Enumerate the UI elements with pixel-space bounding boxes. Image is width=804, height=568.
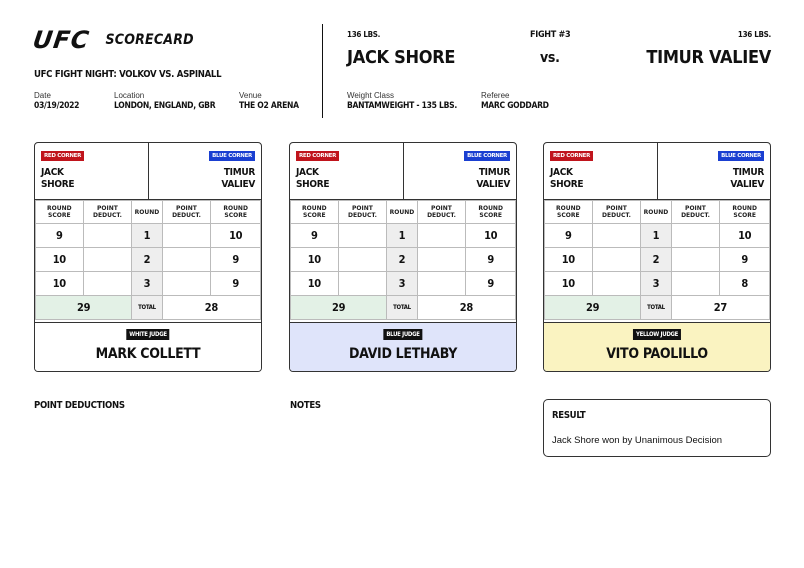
fight-number: FIGHT #3 [530, 30, 571, 40]
ufc-logo-text: UFC [31, 26, 92, 54]
venue-value: THE O2 ARENA [239, 101, 299, 111]
round-row [291, 272, 516, 296]
blue-round-score: 9 [466, 248, 516, 272]
blue-round-score: 9 [466, 272, 516, 296]
red-round-score-header: ROUND SCORE [36, 201, 84, 224]
red-corner-first-name: JACK [550, 167, 573, 178]
blue-point-deduction [671, 272, 720, 296]
score-table [290, 200, 516, 320]
red-point-deduction [83, 224, 132, 248]
red-corner-badge: RED CORNER [296, 151, 339, 161]
blue-round-score-header: ROUND SCORE [211, 201, 261, 224]
red-point-deduction [592, 248, 641, 272]
score-table-header [36, 201, 261, 224]
total-row [291, 296, 516, 320]
red-corner-name [550, 167, 583, 191]
round-number: 3 [641, 272, 671, 296]
blue-round-score-header: ROUND SCORE [466, 201, 516, 224]
judge-footer [290, 322, 516, 372]
judge-badge: YELLOW JUDGE [633, 329, 681, 340]
judge-scorecard-3 [543, 142, 771, 372]
blue-total-score: 28 [417, 296, 515, 320]
judge-scorecard-1 [34, 142, 262, 372]
score-table-header [545, 201, 770, 224]
location-value: LONDON, ENGLAND, GBR [114, 101, 216, 111]
judge-badge: WHITE JUDGE [126, 329, 169, 340]
round-row [291, 248, 516, 272]
round-row [36, 272, 261, 296]
red-point-deduct-header: POINT DEDUCT. [592, 201, 641, 224]
blue-corner-first-name: TIMUR [223, 167, 255, 178]
vs-label: vs. [540, 50, 560, 66]
location-label: Location [114, 91, 145, 100]
blue-round-score: 10 [720, 224, 770, 248]
red-corner-badge: RED CORNER [550, 151, 593, 161]
red-total-score: 29 [291, 296, 387, 320]
judge-footer [544, 322, 770, 372]
blue-point-deduct-header: POINT DEDUCT. [671, 201, 720, 224]
red-round-score: 9 [545, 224, 593, 248]
judge-badge: BLUE JUDGE [383, 329, 422, 340]
red-corner-first-name: JACK [296, 167, 319, 178]
total-label: TOTAL [132, 296, 162, 320]
blue-round-score: 8 [720, 272, 770, 296]
red-corner-last-name: SHORE [296, 179, 330, 190]
blue-point-deduction [162, 272, 211, 296]
venue-label: Venue [239, 91, 262, 100]
red-corner-name [296, 167, 329, 191]
blue-point-deduct-header: POINT DEDUCT. [162, 201, 211, 224]
red-point-deduct-header: POINT DEDUCT. [338, 201, 387, 224]
round-row [291, 224, 516, 248]
red-point-deduct-header: POINT DEDUCT. [83, 201, 132, 224]
blue-point-deduction [671, 224, 720, 248]
blue-round-score-header: ROUND SCORE [720, 201, 770, 224]
red-fighter-weight: 136 LBS. [347, 30, 381, 39]
red-round-score: 10 [545, 272, 593, 296]
judge-name: DAVID LETHABY [348, 346, 458, 362]
red-total-score: 29 [545, 296, 641, 320]
red-point-deduction [338, 248, 387, 272]
red-round-score: 10 [291, 248, 339, 272]
round-number: 2 [132, 248, 162, 272]
scorecard-title: SCORECARD [105, 32, 194, 48]
blue-round-score: 10 [211, 224, 261, 248]
blue-round-score: 10 [466, 224, 516, 248]
corner-header [35, 143, 261, 200]
date-value: 03/19/2022 [34, 101, 80, 111]
red-point-deduction [83, 248, 132, 272]
red-round-score: 10 [545, 248, 593, 272]
score-table [35, 200, 261, 320]
judge-footer [35, 322, 261, 372]
round-number: 1 [641, 224, 671, 248]
blue-round-score: 9 [720, 248, 770, 272]
red-corner-last-name: SHORE [41, 179, 75, 190]
red-corner-last-name: SHORE [550, 179, 584, 190]
blue-point-deduct-header: POINT DEDUCT. [417, 201, 466, 224]
weight-class-value: BANTAMWEIGHT - 135 LBS. [347, 101, 457, 111]
round-number: 1 [387, 224, 417, 248]
blue-corner-badge: BLUE CORNER [464, 151, 510, 161]
blue-round-score: 9 [211, 272, 261, 296]
red-point-deduction [592, 224, 641, 248]
red-corner-badge: RED CORNER [41, 151, 84, 161]
judge-scorecard-2 [289, 142, 517, 372]
total-label: TOTAL [387, 296, 417, 320]
round-number: 2 [387, 248, 417, 272]
round-header: ROUND [132, 201, 162, 224]
round-number: 3 [387, 272, 417, 296]
red-point-deduction [83, 272, 132, 296]
blue-corner-last-name: VALIEV [730, 179, 764, 190]
corner-divider [148, 143, 149, 200]
blue-point-deduction [162, 248, 211, 272]
round-row [36, 224, 261, 248]
blue-round-score: 9 [211, 248, 261, 272]
header-divider [322, 24, 323, 118]
logo-divider [93, 28, 101, 53]
event-title: UFC FIGHT NIGHT: VOLKOV VS. ASPINALL [34, 69, 222, 80]
blue-total-score: 27 [671, 296, 769, 320]
weight-class-label: Weight Class [347, 91, 394, 100]
referee-value: MARC GODDARD [481, 101, 549, 111]
round-number: 3 [132, 272, 162, 296]
blue-corner-last-name: VALIEV [221, 179, 255, 190]
blue-total-score: 28 [162, 296, 260, 320]
result-heading: RESULT [552, 410, 586, 421]
round-row [36, 248, 261, 272]
round-number: 1 [132, 224, 162, 248]
red-point-deduction [338, 272, 387, 296]
blue-corner-name [476, 167, 510, 191]
total-label: TOTAL [641, 296, 671, 320]
red-corner-name [41, 167, 74, 191]
blue-corner-badge: BLUE CORNER [718, 151, 764, 161]
blue-corner-last-name: VALIEV [476, 179, 510, 190]
point-deductions-heading: POINT DEDUCTIONS [34, 400, 125, 411]
blue-point-deduction [671, 248, 720, 272]
red-round-score-header: ROUND SCORE [291, 201, 339, 224]
corner-divider [403, 143, 404, 200]
round-number: 2 [641, 248, 671, 272]
blue-point-deduction [417, 224, 466, 248]
red-point-deduction [592, 272, 641, 296]
total-row [36, 296, 261, 320]
blue-point-deduction [162, 224, 211, 248]
round-header: ROUND [641, 201, 671, 224]
red-round-score: 10 [291, 272, 339, 296]
round-row [545, 248, 770, 272]
total-row [545, 296, 770, 320]
blue-corner-first-name: TIMUR [732, 167, 764, 178]
blue-fighter-name: TIMUR VALIEV [646, 47, 771, 68]
judge-name: VITO PAOLILLO [606, 346, 708, 362]
red-corner-first-name: JACK [41, 167, 64, 178]
blue-fighter-weight: 136 LBS. [737, 30, 771, 39]
red-round-score: 10 [36, 272, 84, 296]
notes-heading: NOTES [290, 400, 321, 411]
result-text: Jack Shore won by Unanimous Decision [552, 435, 723, 446]
red-fighter-name: JACK SHORE [347, 47, 456, 68]
red-round-score: 10 [36, 248, 84, 272]
blue-corner-name [730, 167, 764, 191]
corner-header [544, 143, 770, 200]
score-table [544, 200, 770, 320]
ufc-logo [33, 25, 193, 55]
blue-corner-first-name: TIMUR [478, 167, 510, 178]
round-row [545, 224, 770, 248]
red-round-score: 9 [291, 224, 339, 248]
judge-name: MARK COLLETT [95, 346, 201, 362]
blue-corner-name [221, 167, 255, 191]
blue-corner-badge: BLUE CORNER [209, 151, 255, 161]
round-row [545, 272, 770, 296]
result-box [543, 399, 771, 457]
red-round-score: 9 [36, 224, 84, 248]
blue-point-deduction [417, 272, 466, 296]
red-round-score-header: ROUND SCORE [545, 201, 593, 224]
corner-divider [657, 143, 658, 200]
round-header: ROUND [387, 201, 417, 224]
corner-header [290, 143, 516, 200]
referee-label: Referee [481, 91, 510, 100]
red-point-deduction [338, 224, 387, 248]
date-label: Date [34, 91, 51, 100]
blue-point-deduction [417, 248, 466, 272]
red-total-score: 29 [36, 296, 132, 320]
score-table-header [291, 201, 516, 224]
